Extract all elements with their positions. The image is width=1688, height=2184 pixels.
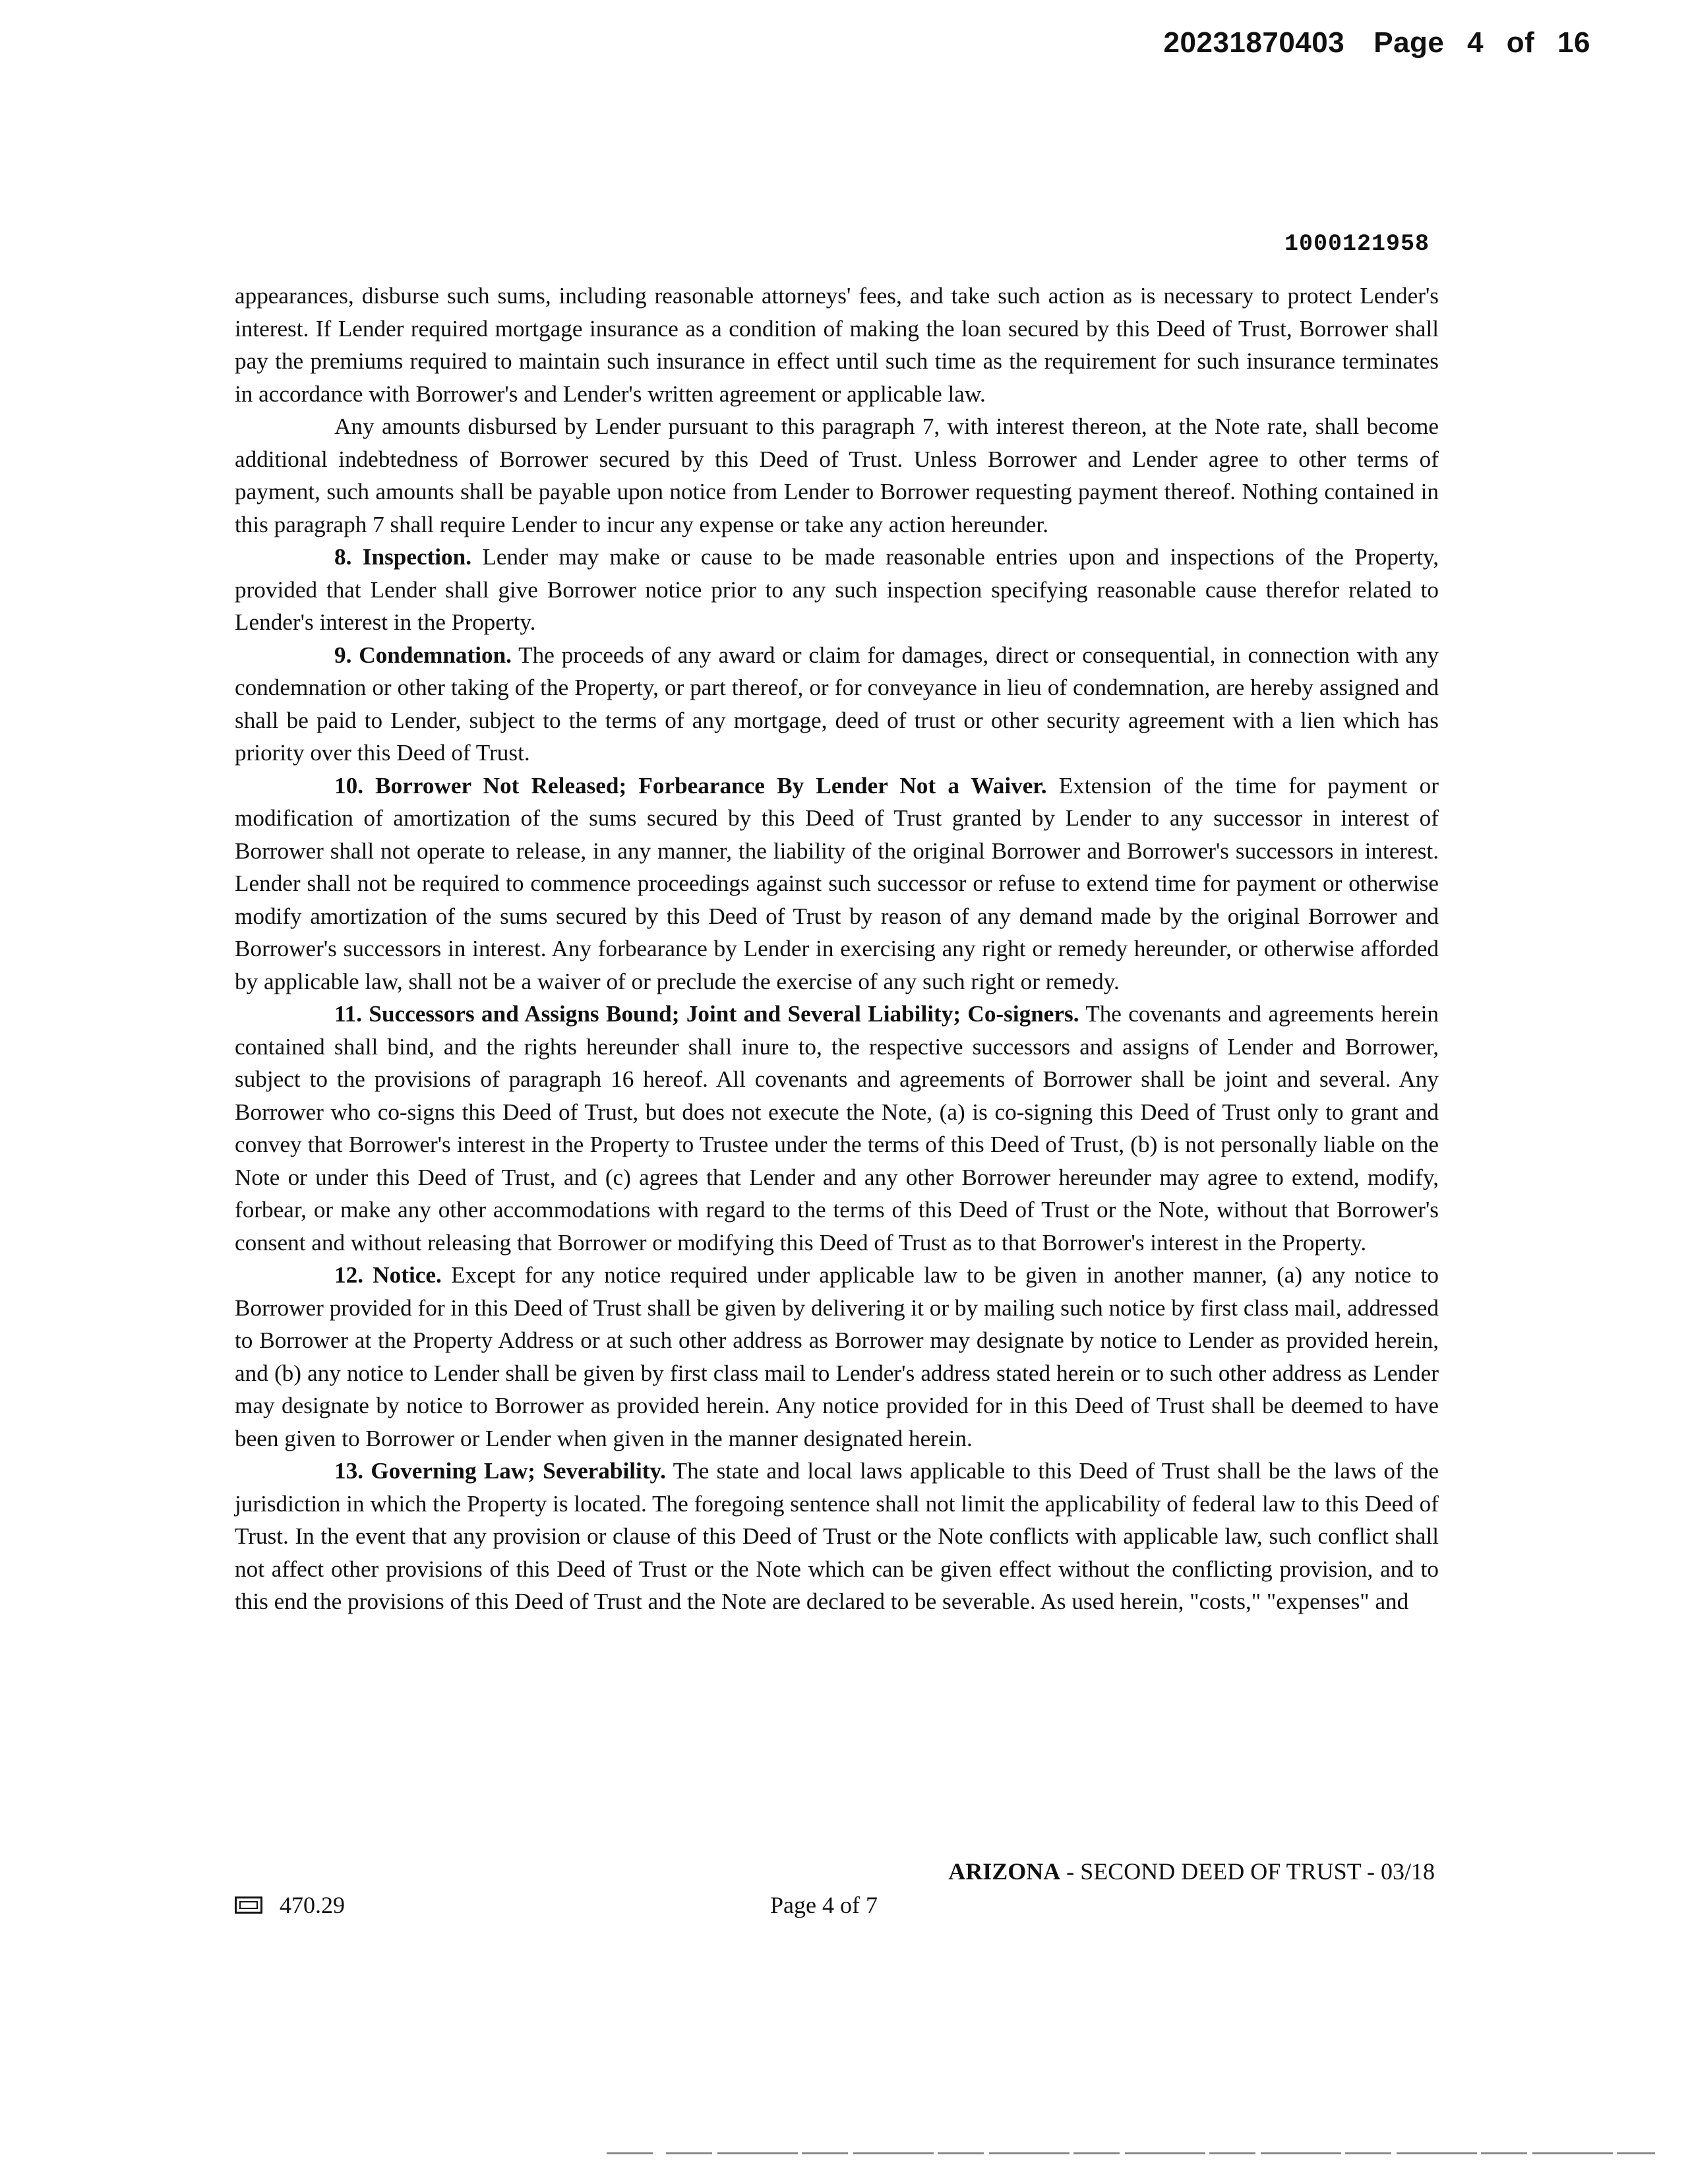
section-heading: 13. Governing Law; Severability.: [334, 1458, 666, 1484]
paragraph-successors: [235, 998, 1439, 1259]
paragraph-text: The proceeds of any award or claim for damages, direct or consequential, in connection with any condemnation or other taking of the Property, or part thereof, or for conveyance in lieu of condemnation, are hereby assigned and shall be paid to Lender, subject to the terms of any mortgage, deed of trust or other security agreement with a lien which has priority over this Deed of Trust.: [235, 642, 1439, 766]
section-heading: 11. Successors and Assigns Bound; Joint and Several Liability; Co-signers.: [334, 1001, 1079, 1027]
section-heading: 12. Notice.: [334, 1262, 442, 1288]
recording-number: 20231870403: [1163, 26, 1345, 59]
paragraph-text: Lender may make or cause to be made reasonable entries upon and inspections of the Property, provided that Lender shall give Borrower notice prior to any such inspection specifying reasonable cause therefor related to Lender's interest in the Property.: [235, 544, 1439, 635]
paragraph-condemnation: [235, 639, 1439, 770]
section-heading: 10. Borrower Not Released; Forbearance By Lender Not a Waiver.: [334, 772, 1047, 799]
paragraph: [235, 280, 1439, 410]
section-heading: 9. Condemnation.: [334, 642, 512, 668]
footer-form-title: [948, 1858, 1435, 1885]
footer-form-id: [235, 1891, 345, 1919]
document-body: [235, 280, 1439, 1618]
section-heading: 8. Inspection.: [334, 544, 472, 570]
footer-page-number: Page 4 of 7: [770, 1892, 878, 1918]
paragraph-inspection: [235, 541, 1439, 639]
paragraph-text: Extension of the time for payment or modification of amortization of the sums secured by this Deed of Trust granted by Lender to any successor in interest of Borrower shall not operate to release, in any manner, the liability of the original Borrower and Borrower's successors in interest. Lender shall not be required to commence proceedings against such successor or refuse to extend time for payment or otherwise modify amortization of the sums secured by this Deed of Trust by reason of any demand made by the original Borrower and Borrower's successors in interest. Any forbearance by Lender in exercising any right or remedy hereunder, or otherwise afforded by applicable law, shall not be a waiver of or preclude the exercise of any such right or remedy.: [235, 772, 1439, 994]
footer-state: ARIZONA: [948, 1858, 1061, 1885]
paragraph-text: Any amounts disbursed by Lender pursuant to this paragraph 7, with interest thereon, at the Note rate, shall become additional indebtedness of Borrower secured by this Deed of Trust. Unless Borrower and Lender agree to other terms of payment, such amounts shall be payable upon notice from Lender to Borrower requesting payment thereof. Nothing contained in this paragraph 7 shall require Lender to incur any expense or take any action hereunder.: [235, 413, 1439, 537]
paragraph-governing-law: [235, 1455, 1439, 1618]
paragraph-text: Except for any notice required under applicable law to be given in another manner, (a) any notice to Borrower provided for in this Deed of Trust shall be given by delivering it or by mailing such notice by first class mail, addressed to Borrower at the Property Address or at such other address as Borrower may designate by notice to Lender as provided herein, and (b) any notice to Lender shall be given by first class mail to Lender's address stated herein or to such other address as Lender may designate by notice to Borrower as provided herein. Any notice provided for in this Deed of Trust shall be deemed to have been given to Borrower or Lender when given in the manner designated herein.: [235, 1262, 1439, 1451]
paragraph-text: appearances, disburse such sums, including reasonable attorneys' fees, and take such action as is necessary to protect Lender's interest. If Lender required mortgage insurance as a condition of making the loan secured by this Deed of Trust, Borrower shall pay the premiums required to maintain such insurance in effect until such time as the requirement for such insurance terminates in accordance with Borrower's and Lender's written agreement or applicable law.: [235, 283, 1439, 407]
recording-header: [1164, 26, 1590, 59]
paragraph: [235, 410, 1439, 541]
scan-artifact-line: [607, 2152, 653, 2154]
recording-page: Page 4 of 16: [1373, 26, 1590, 59]
paragraph-borrower-not-released: [235, 770, 1439, 998]
scan-artifact-line: [666, 2152, 1655, 2154]
footer-title: - SECOND DEED OF TRUST - 03/18: [1060, 1858, 1435, 1885]
paragraph-notice: [235, 1259, 1439, 1455]
form-number: 470.29: [280, 1892, 345, 1918]
form-logo-icon: [235, 1896, 262, 1914]
paragraph-text: The state and local laws applicable to this Deed of Trust shall be the laws of the jurisdiction in which the Property is located. The foregoing sentence shall not limit the applicability of federal law to this Deed of Trust. In the event that any provision or clause of this Deed of Trust or the Note conflicts with applicable law, such conflict shall not affect other provisions of this Deed of Trust or the Note which can be given effect without the conflicting provision, and to this end the provisions of this Deed of Trust and the Note are declared to be severable. As used herein, "costs," "expenses" and: [235, 1458, 1439, 1614]
loan-number: 1000121958: [1284, 231, 1430, 257]
paragraph-text: The covenants and agreements herein contained shall bind, and the rights hereunder shall inure to, the respective successors and assigns of Lender and Borrower, subject to the provisions of paragraph 16 hereof. All covenants and agreements of Borrower shall be joint and several. Any Borrower who co-signs this Deed of Trust, but does not execute the Note, (a) is co-signing this Deed of Trust only to grant and convey that Borrower's interest in the Property to Trustee under the terms of this Deed of Trust, (b) is not personally liable on the Note or under this Deed of Trust, and (c) agrees that Lender and any other Borrower hereunder may agree to extend, modify, forbear, or make any other accommodations with regard to the terms of this Deed of Trust or the Note, without that Borrower's consent and without releasing that Borrower or modifying this Deed of Trust as to that Borrower's interest in the Property.: [235, 1001, 1439, 1256]
